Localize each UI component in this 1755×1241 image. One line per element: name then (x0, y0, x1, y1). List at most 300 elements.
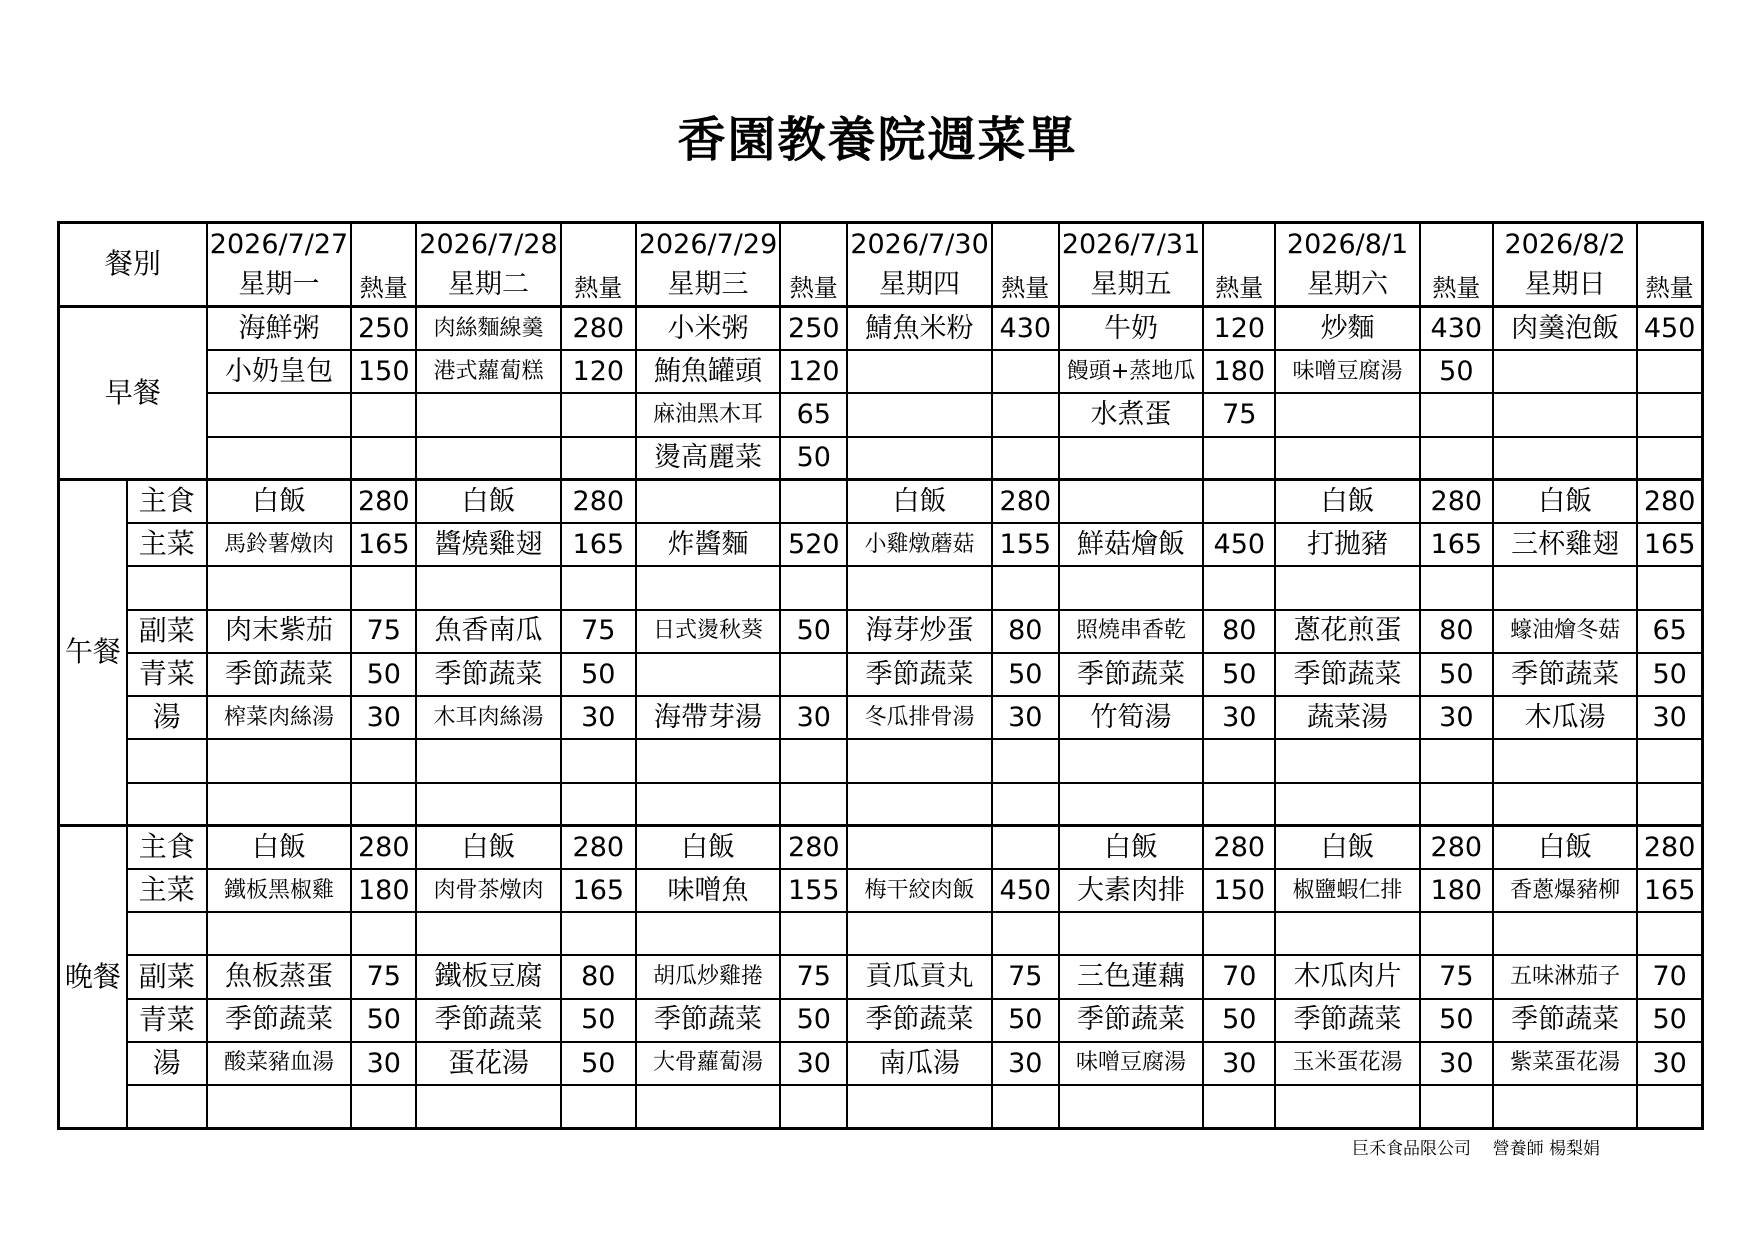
day-date: 2026/7/29 (638, 229, 778, 261)
calorie-cell: 280 (1420, 480, 1493, 523)
dish-cell (847, 826, 991, 869)
calorie-cell: 280 (1420, 826, 1493, 869)
dish-cell: 木瓜肉片 (1275, 955, 1419, 998)
dish-cell (207, 393, 351, 436)
dish-category: 湯 (127, 696, 207, 739)
dish-cell: 水煮蛋 (1059, 393, 1203, 436)
calorie-cell (1203, 912, 1275, 955)
calorie-cell (780, 912, 847, 955)
dish-cell (1059, 912, 1203, 955)
calorie-cell: 150 (1203, 869, 1275, 912)
dish-cell (1493, 437, 1637, 480)
dish-cell: 味噌豆腐湯 (1059, 1042, 1203, 1085)
calorie-cell: 30 (992, 696, 1059, 739)
calorie-cell: 80 (1420, 610, 1493, 653)
calorie-cell: 280 (351, 480, 416, 523)
calorie-cell: 75 (561, 610, 636, 653)
dish-cell: 胡瓜炒雞捲 (636, 955, 780, 998)
calorie-cell (561, 739, 636, 782)
calorie-cell (1637, 1085, 1702, 1128)
dish-cell: 椒鹽蝦仁排 (1275, 869, 1419, 912)
table-row (59, 480, 1703, 523)
table-row (59, 307, 1703, 350)
dish-cell: 季節蔬菜 (1059, 999, 1203, 1042)
dish-cell: 小雞燉蘑菇 (847, 523, 991, 566)
calorie-cell (1637, 912, 1702, 955)
dish-cell (1059, 437, 1203, 480)
calorie-cell: 50 (780, 437, 847, 480)
dish-cell: 季節蔬菜 (636, 999, 780, 1042)
dish-cell: 小米粥 (636, 307, 780, 350)
dish-cell: 玉米蛋花湯 (1275, 1042, 1419, 1085)
dish-category: 主食 (127, 480, 207, 523)
page-title: 香園教養院週菜單 (677, 112, 1078, 168)
dish-cell: 味噌豆腐湯 (1275, 350, 1419, 393)
table-row (59, 696, 1703, 739)
dish-cell: 季節蔬菜 (847, 999, 991, 1042)
dish-cell (1493, 566, 1637, 609)
dish-cell: 鮪魚罐頭 (636, 350, 780, 393)
day-weekday: 星期六 (1307, 269, 1389, 301)
dish-cell: 季節蔬菜 (1493, 653, 1637, 696)
calorie-cell: 250 (780, 307, 847, 350)
calorie-cell: 80 (561, 955, 636, 998)
dish-cell: 木耳肉絲湯 (416, 696, 560, 739)
table-row (59, 783, 1703, 826)
table-row (59, 1042, 1703, 1085)
dish-cell: 魚香南瓜 (416, 610, 560, 653)
calorie-cell: 165 (1637, 523, 1702, 566)
dish-cell (847, 437, 991, 480)
dish-cell: 紫菜蛋花湯 (1493, 1042, 1637, 1085)
calorie-cell: 165 (561, 869, 636, 912)
dish-category: 青菜 (127, 653, 207, 696)
dish-cell: 白飯 (416, 480, 560, 523)
dish-cell (847, 783, 991, 826)
dish-cell: 鮮菇燴飯 (1059, 523, 1203, 566)
calorie-cell (1637, 566, 1702, 609)
calorie-cell: 50 (561, 1042, 636, 1085)
dish-cell (1493, 1085, 1637, 1128)
calorie-cell (1203, 783, 1275, 826)
calorie-cell (1420, 566, 1493, 609)
day-date: 2026/8/2 (1504, 229, 1626, 261)
calorie-cell: 165 (1637, 869, 1702, 912)
dish-cell (1493, 739, 1637, 782)
dish-category: 主菜 (127, 523, 207, 566)
dish-cell: 海芽炒蛋 (847, 610, 991, 653)
calorie-cell: 50 (1637, 999, 1702, 1042)
dish-cell: 季節蔬菜 (847, 653, 991, 696)
calorie-cell: 430 (1420, 307, 1493, 350)
dish-cell: 蔬菜湯 (1275, 696, 1419, 739)
table-row (59, 437, 1703, 480)
dish-cell: 蛋花湯 (416, 1042, 560, 1085)
calorie-cell (561, 566, 636, 609)
dish-cell: 五味淋茄子 (1493, 955, 1637, 998)
calorie-cell: 50 (351, 653, 416, 696)
calorie-cell (1203, 1085, 1275, 1128)
dish-cell (1275, 437, 1419, 480)
calorie-cell (1637, 783, 1702, 826)
calorie-cell (780, 653, 847, 696)
calorie-cell: 520 (780, 523, 847, 566)
table-row (59, 739, 1703, 782)
dish-cell (207, 1085, 351, 1128)
dish-cell: 梅干絞肉飯 (847, 869, 991, 912)
dish-cell: 肉末紫茄 (207, 610, 351, 653)
calorie-cell: 50 (351, 999, 416, 1042)
dish-cell: 香蔥爆豬柳 (1493, 869, 1637, 912)
calorie-cell: 30 (1203, 1042, 1275, 1085)
footer-dietitian: 營養師 楊梨娟 (1492, 1139, 1601, 1159)
calorie-cell (780, 1085, 847, 1128)
calorie-cell: 30 (351, 1042, 416, 1085)
dish-cell: 馬鈴薯燉肉 (207, 523, 351, 566)
calorie-cell (1420, 783, 1493, 826)
dish-cell: 肉絲麵線羹 (416, 307, 560, 350)
day-header (1275, 223, 1419, 307)
dish-cell (1059, 566, 1203, 609)
calorie-cell: 180 (1420, 869, 1493, 912)
table-row (59, 869, 1703, 912)
dish-category: 湯 (127, 1042, 207, 1085)
day-header (636, 223, 780, 307)
calorie-cell: 180 (351, 869, 416, 912)
dish-cell (847, 1085, 991, 1128)
calorie-cell (561, 912, 636, 955)
calorie-cell: 450 (992, 869, 1059, 912)
dish-cell (416, 783, 560, 826)
dish-cell (207, 566, 351, 609)
table-row (59, 653, 1703, 696)
calorie-cell (561, 437, 636, 480)
calorie-cell (561, 783, 636, 826)
calorie-cell: 280 (992, 480, 1059, 523)
calorie-cell: 75 (1420, 955, 1493, 998)
dish-cell (416, 912, 560, 955)
dish-cell: 燙高麗菜 (636, 437, 780, 480)
dish-cell: 魚板蒸蛋 (207, 955, 351, 998)
dish-cell: 三色蓮藕 (1059, 955, 1203, 998)
dish-cell (636, 653, 780, 696)
calorie-cell (992, 1085, 1059, 1128)
dish-cell: 白飯 (847, 480, 991, 523)
calorie-cell: 280 (1203, 826, 1275, 869)
day-header (847, 223, 991, 307)
calorie-cell (351, 783, 416, 826)
dish-cell: 白飯 (1493, 826, 1637, 869)
dish-cell (1275, 393, 1419, 436)
dish-category (127, 566, 207, 609)
dish-cell: 醬燒雞翅 (416, 523, 560, 566)
dish-cell: 榨菜肉絲湯 (207, 696, 351, 739)
calorie-cell (351, 437, 416, 480)
calorie-cell: 30 (992, 1042, 1059, 1085)
dish-cell: 大骨蘿蔔湯 (636, 1042, 780, 1085)
calorie-cell (351, 566, 416, 609)
calorie-cell: 450 (1203, 523, 1275, 566)
calorie-cell: 280 (1637, 480, 1702, 523)
calorie-cell (992, 350, 1059, 393)
dish-cell: 季節蔬菜 (416, 653, 560, 696)
calorie-cell (780, 739, 847, 782)
dish-cell (416, 739, 560, 782)
calorie-cell (992, 739, 1059, 782)
header-row (59, 223, 1703, 307)
dish-cell: 季節蔬菜 (207, 999, 351, 1042)
day-weekday: 星期三 (667, 269, 749, 301)
dish-category: 青菜 (127, 999, 207, 1042)
dish-cell (1275, 739, 1419, 782)
dish-cell (1059, 480, 1203, 523)
dish-cell: 季節蔬菜 (207, 653, 351, 696)
calorie-cell: 50 (780, 999, 847, 1042)
calorie-cell (1637, 437, 1702, 480)
table-row (59, 1085, 1703, 1128)
weekly-menu-table (57, 221, 1704, 1130)
dish-cell (847, 912, 991, 955)
dish-cell: 季節蔬菜 (1059, 653, 1203, 696)
dish-cell (636, 783, 780, 826)
dish-cell: 小奶皇包 (207, 350, 351, 393)
dish-cell: 白飯 (1275, 826, 1419, 869)
calorie-header: 熱量 (1420, 223, 1493, 307)
calorie-cell: 50 (1420, 653, 1493, 696)
calorie-cell (561, 1085, 636, 1128)
dish-category: 主食 (127, 826, 207, 869)
calorie-cell: 30 (1420, 1042, 1493, 1085)
calorie-cell (1203, 437, 1275, 480)
meal-type-label: 晚餐 (59, 826, 127, 1129)
dish-cell (1059, 739, 1203, 782)
day-weekday: 星期二 (448, 269, 530, 301)
calorie-cell (992, 437, 1059, 480)
dish-cell: 貢瓜貢丸 (847, 955, 991, 998)
day-date: 2026/7/28 (419, 229, 558, 261)
dish-cell (636, 566, 780, 609)
day-header (1493, 223, 1637, 307)
dish-cell (1275, 566, 1419, 609)
calorie-cell: 50 (780, 610, 847, 653)
dish-cell (636, 739, 780, 782)
calorie-header: 熱量 (351, 223, 416, 307)
table-row (59, 350, 1703, 393)
calorie-cell: 450 (1637, 307, 1702, 350)
calorie-cell: 30 (780, 696, 847, 739)
calorie-cell: 280 (1637, 826, 1702, 869)
day-date: 2026/8/1 (1286, 229, 1409, 261)
dish-cell (416, 393, 560, 436)
dish-cell: 鐵板黑椒雞 (207, 869, 351, 912)
calorie-cell: 250 (351, 307, 416, 350)
calorie-cell: 30 (1637, 1042, 1702, 1085)
day-weekday: 星期日 (1524, 269, 1606, 301)
calorie-cell: 280 (561, 826, 636, 869)
dish-cell: 季節蔬菜 (1493, 999, 1637, 1042)
dish-cell: 饅頭+蒸地瓜 (1059, 350, 1203, 393)
calorie-cell (1420, 437, 1493, 480)
dish-cell: 日式燙秋葵 (636, 610, 780, 653)
calorie-cell: 65 (1637, 610, 1702, 653)
calorie-cell: 30 (351, 696, 416, 739)
dish-cell: 海帶芽湯 (636, 696, 780, 739)
dish-cell: 麻油黑木耳 (636, 393, 780, 436)
calorie-cell (1203, 480, 1275, 523)
dish-category: 副菜 (127, 610, 207, 653)
dish-cell: 白飯 (1059, 826, 1203, 869)
calorie-cell: 280 (351, 826, 416, 869)
calorie-cell (992, 566, 1059, 609)
table-row (59, 826, 1703, 869)
calorie-cell (351, 393, 416, 436)
calorie-cell: 70 (1637, 955, 1702, 998)
calorie-header: 熱量 (992, 223, 1059, 307)
meal-type-header: 餐別 (59, 223, 207, 307)
footer-company: 巨禾食品限公司 (1352, 1139, 1471, 1159)
dish-cell (1275, 912, 1419, 955)
calorie-header: 熱量 (1637, 223, 1702, 307)
dish-cell: 炸醬麵 (636, 523, 780, 566)
dish-cell: 季節蔬菜 (416, 999, 560, 1042)
calorie-cell: 65 (780, 393, 847, 436)
dish-cell: 白飯 (636, 826, 780, 869)
dish-cell (416, 566, 560, 609)
dish-cell (416, 1085, 560, 1128)
dish-cell: 港式蘿蔔糕 (416, 350, 560, 393)
calorie-cell: 120 (780, 350, 847, 393)
calorie-cell (1637, 350, 1702, 393)
dish-category: 主菜 (127, 869, 207, 912)
dish-cell: 肉骨茶燉肉 (416, 869, 560, 912)
calorie-cell: 165 (1420, 523, 1493, 566)
dish-cell: 肉羹泡飯 (1493, 307, 1637, 350)
meal-type-label: 早餐 (59, 307, 207, 480)
calorie-cell: 120 (561, 350, 636, 393)
meal-type-label: 午餐 (59, 480, 127, 826)
dish-cell: 味噌魚 (636, 869, 780, 912)
dish-cell (847, 739, 991, 782)
day-weekday: 星期四 (879, 269, 961, 301)
day-header (207, 223, 351, 307)
dish-cell: 蔥花煎蛋 (1275, 610, 1419, 653)
calorie-cell (1420, 912, 1493, 955)
dish-cell: 大素肉排 (1059, 869, 1203, 912)
table-row (59, 393, 1703, 436)
calorie-cell: 80 (992, 610, 1059, 653)
dish-category (127, 1085, 207, 1128)
dish-category: 副菜 (127, 955, 207, 998)
dish-cell (1493, 912, 1637, 955)
day-date: 2026/7/30 (850, 229, 989, 261)
dish-cell: 打拋豬 (1275, 523, 1419, 566)
calorie-cell: 155 (992, 523, 1059, 566)
dish-cell (636, 480, 780, 523)
calorie-cell (992, 393, 1059, 436)
dish-cell (1059, 783, 1203, 826)
dish-cell: 照燒串香乾 (1059, 610, 1203, 653)
calorie-cell (1420, 739, 1493, 782)
calorie-cell (351, 1085, 416, 1128)
dish-cell: 三杯雞翅 (1493, 523, 1637, 566)
dish-cell (1059, 1085, 1203, 1128)
dish-category (127, 912, 207, 955)
dish-cell: 白飯 (207, 480, 351, 523)
dish-cell (207, 437, 351, 480)
calorie-cell (1203, 739, 1275, 782)
day-weekday: 星期五 (1090, 269, 1172, 301)
dish-cell (207, 912, 351, 955)
table-row (59, 610, 1703, 653)
calorie-cell (351, 739, 416, 782)
dish-cell: 鐵板豆腐 (416, 955, 560, 998)
dish-cell: 季節蔬菜 (1275, 653, 1419, 696)
calorie-cell: 50 (992, 653, 1059, 696)
day-header (416, 223, 560, 307)
calorie-cell: 80 (1203, 610, 1275, 653)
dish-cell (416, 437, 560, 480)
dish-category (127, 783, 207, 826)
calorie-cell: 30 (561, 696, 636, 739)
calorie-cell: 75 (780, 955, 847, 998)
dish-cell: 鯖魚米粉 (847, 307, 991, 350)
calorie-cell: 120 (1203, 307, 1275, 350)
dish-cell: 海鮮粥 (207, 307, 351, 350)
calorie-cell: 30 (1637, 696, 1702, 739)
table-row (59, 566, 1703, 609)
dish-cell: 蠔油燴冬菇 (1493, 610, 1637, 653)
dish-cell: 季節蔬菜 (1275, 999, 1419, 1042)
dish-cell: 牛奶 (1059, 307, 1203, 350)
calorie-cell (992, 783, 1059, 826)
calorie-cell: 150 (351, 350, 416, 393)
dish-cell (1493, 350, 1637, 393)
dish-cell: 木瓜湯 (1493, 696, 1637, 739)
calorie-cell: 75 (351, 610, 416, 653)
calorie-cell (1420, 393, 1493, 436)
calorie-header: 熱量 (780, 223, 847, 307)
calorie-cell: 165 (561, 523, 636, 566)
calorie-header: 熱量 (561, 223, 636, 307)
calorie-cell: 50 (1420, 350, 1493, 393)
dish-cell (1275, 1085, 1419, 1128)
calorie-cell: 50 (1203, 653, 1275, 696)
dish-cell: 白飯 (1493, 480, 1637, 523)
dish-cell (847, 566, 991, 609)
calorie-cell: 430 (992, 307, 1059, 350)
dish-cell (1275, 783, 1419, 826)
calorie-cell (351, 912, 416, 955)
calorie-cell: 30 (780, 1042, 847, 1085)
dish-cell: 炒麵 (1275, 307, 1419, 350)
calorie-cell (561, 393, 636, 436)
table-row (59, 955, 1703, 998)
calorie-cell: 70 (1203, 955, 1275, 998)
calorie-cell (1203, 566, 1275, 609)
dish-cell (207, 739, 351, 782)
dish-cell (1493, 393, 1637, 436)
dish-cell: 南瓜湯 (847, 1042, 991, 1085)
calorie-cell: 50 (561, 653, 636, 696)
dish-cell (1493, 783, 1637, 826)
calorie-cell: 280 (561, 307, 636, 350)
calorie-cell: 280 (780, 826, 847, 869)
calorie-cell (1420, 1085, 1493, 1128)
dish-cell (207, 783, 351, 826)
dish-cell (636, 1085, 780, 1128)
table-row (59, 999, 1703, 1042)
calorie-header: 熱量 (1203, 223, 1275, 307)
